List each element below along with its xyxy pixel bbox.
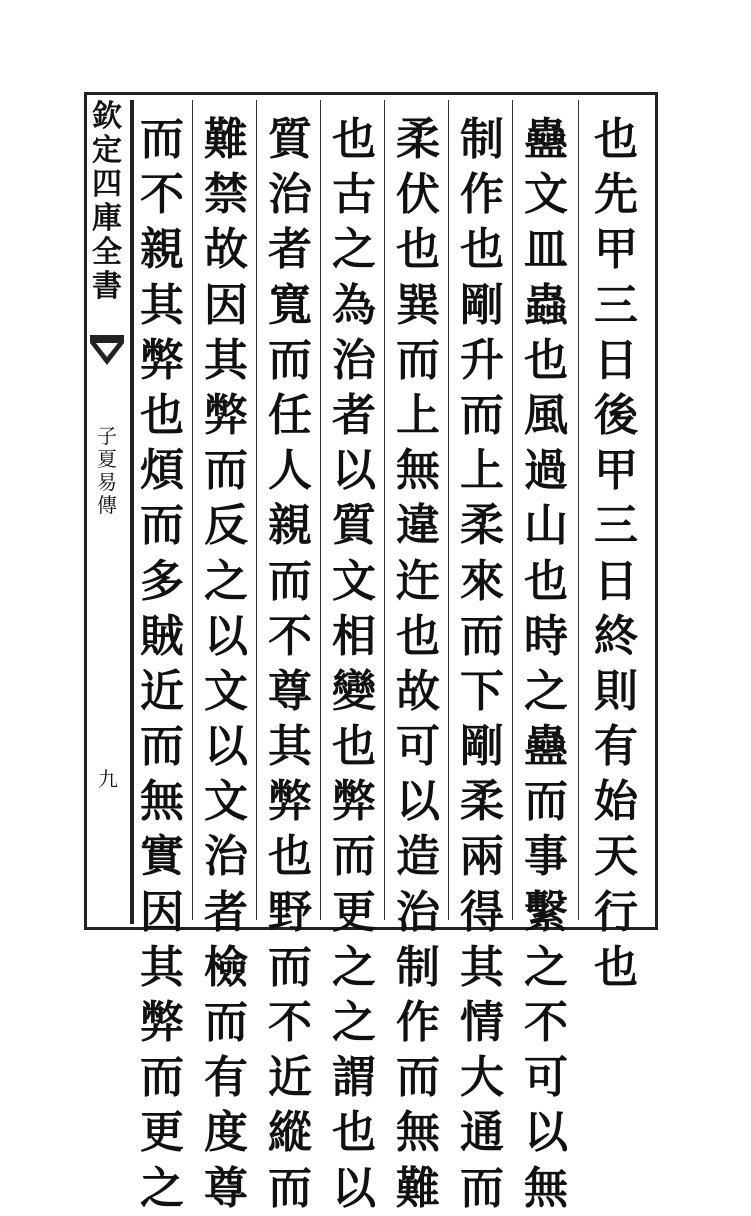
spine-title-char: 全 xyxy=(92,235,122,270)
column-char: 下 xyxy=(460,665,504,717)
column-char: 治 xyxy=(268,169,312,221)
column-char: 文 xyxy=(204,776,248,828)
spine-title-char: 欽 xyxy=(92,99,122,134)
column-char: 以 xyxy=(204,610,248,662)
spine-subtitle-char: 夏 xyxy=(97,447,117,471)
column-char: 則 xyxy=(594,665,638,717)
column-char: 其 xyxy=(204,334,248,386)
column-char: 三 xyxy=(594,279,638,331)
text-column-2 xyxy=(516,112,576,1216)
column-char: 治 xyxy=(204,831,248,883)
column-char: 故 xyxy=(396,665,440,717)
column-char: 弊 xyxy=(268,776,312,828)
spine-subtitle xyxy=(94,425,120,517)
column-char: 而 xyxy=(460,610,504,662)
column-char: 柔 xyxy=(460,500,504,552)
column-char: 作 xyxy=(396,997,440,1048)
column-char: 禁 xyxy=(204,169,248,221)
column-char: 之 xyxy=(524,941,568,993)
column-char: 其 xyxy=(140,941,184,993)
column-char: 剛 xyxy=(460,721,504,773)
column-char: 而 xyxy=(140,114,184,165)
column-char: 天 xyxy=(594,831,638,883)
column-char: 柔 xyxy=(396,114,440,165)
column-char: 也 xyxy=(594,114,638,165)
column-char: 為 xyxy=(332,279,376,331)
column-char: 縱 xyxy=(268,1107,312,1159)
column-char: 蠱 xyxy=(524,721,568,773)
column-char: 多 xyxy=(140,555,184,607)
column-char: 來 xyxy=(460,555,504,607)
column-char: 違 xyxy=(396,500,440,552)
column-char: 也 xyxy=(140,389,184,441)
column-char: 蟲 xyxy=(524,279,568,331)
spine-subtitle-char: 傳 xyxy=(97,493,117,517)
spine-title-char: 庫 xyxy=(92,201,122,236)
column-char: 弊 xyxy=(204,389,248,441)
column-char: 而 xyxy=(460,1162,504,1214)
column-char: 不 xyxy=(268,997,312,1048)
column-char: 而 xyxy=(460,389,504,441)
column-char: 其 xyxy=(268,721,312,773)
column-char: 以 xyxy=(332,445,376,497)
column-char: 升 xyxy=(460,334,504,386)
column-char: 上 xyxy=(460,445,504,497)
column-char: 也 xyxy=(268,831,312,883)
column-char: 檢 xyxy=(204,941,248,993)
column-char: 弊 xyxy=(332,776,376,828)
column-char: 以 xyxy=(396,776,440,828)
column-char: 可 xyxy=(524,1052,568,1104)
column-char: 迕 xyxy=(396,555,440,607)
column-char: 繫 xyxy=(524,886,568,938)
column-char: 以 xyxy=(332,1162,376,1214)
column-char: 弊 xyxy=(140,997,184,1048)
column-char: 任 xyxy=(268,389,312,441)
column-char: 質 xyxy=(332,500,376,552)
column-char: 而 xyxy=(268,555,312,607)
column-char: 相 xyxy=(332,610,376,662)
page-number: 九 xyxy=(98,767,118,791)
column-char: 變 xyxy=(332,665,376,717)
column-char: 制 xyxy=(460,114,504,165)
column-char: 始 xyxy=(594,776,638,828)
column-char: 者 xyxy=(268,224,312,276)
column-char: 無 xyxy=(396,445,440,497)
column-char: 無 xyxy=(524,1162,568,1214)
column-char: 賊 xyxy=(140,610,184,662)
column-char: 寬 xyxy=(268,279,312,331)
column-char: 實 xyxy=(140,831,184,883)
column-char: 文 xyxy=(524,169,568,221)
column-char: 以 xyxy=(524,1107,568,1159)
column-char: 甲 xyxy=(594,445,638,497)
spine-title-char: 四 xyxy=(92,167,122,202)
column-divider xyxy=(578,100,579,920)
text-column-7 xyxy=(196,112,256,1216)
column-char: 也 xyxy=(594,941,638,993)
column-char: 弊 xyxy=(140,334,184,386)
column-char: 治 xyxy=(396,886,440,938)
column-char: 不 xyxy=(268,610,312,662)
column-char: 以 xyxy=(204,721,248,773)
column-divider xyxy=(256,100,257,920)
column-char: 而 xyxy=(332,831,376,883)
column-char: 難 xyxy=(396,1162,440,1214)
column-char: 而 xyxy=(140,721,184,773)
column-char: 皿 xyxy=(524,224,568,276)
column-char: 者 xyxy=(204,886,248,938)
column-char: 無 xyxy=(140,776,184,828)
column-char: 煩 xyxy=(140,445,184,497)
column-char: 作 xyxy=(460,169,504,221)
spine-subtitle-char: 子 xyxy=(97,424,117,448)
column-divider xyxy=(192,100,193,920)
fish-tail-mark-icon xyxy=(90,335,124,375)
column-char: 之 xyxy=(140,1162,184,1214)
column-char: 而 xyxy=(268,334,312,386)
text-column-1 xyxy=(586,112,646,995)
spine-title-char: 書 xyxy=(92,269,122,304)
column-char: 日 xyxy=(594,334,638,386)
column-char: 故 xyxy=(204,224,248,276)
column-char: 蠱 xyxy=(524,114,568,165)
column-char: 有 xyxy=(594,721,638,773)
column-divider xyxy=(384,100,385,920)
column-char: 得 xyxy=(460,886,504,938)
column-char: 之 xyxy=(524,665,568,717)
column-char: 後 xyxy=(594,389,638,441)
column-char: 也 xyxy=(460,224,504,276)
column-char: 文 xyxy=(204,665,248,717)
column-char: 也 xyxy=(396,610,440,662)
column-char: 尊 xyxy=(268,665,312,717)
column-char: 山 xyxy=(524,500,568,552)
column-char: 可 xyxy=(396,721,440,773)
text-column-5 xyxy=(324,112,384,1216)
column-char: 終 xyxy=(594,610,638,662)
column-char: 上 xyxy=(396,389,440,441)
column-divider xyxy=(320,100,321,920)
column-char: 也 xyxy=(332,721,376,773)
column-char: 度 xyxy=(204,1107,248,1159)
column-char: 難 xyxy=(204,114,248,165)
column-char: 事 xyxy=(524,831,568,883)
column-char: 也 xyxy=(332,114,376,165)
column-char: 而 xyxy=(204,997,248,1048)
column-char: 而 xyxy=(396,334,440,386)
column-char: 也 xyxy=(396,224,440,276)
column-char: 謂 xyxy=(332,1052,376,1104)
column-char: 因 xyxy=(204,279,248,331)
column-divider xyxy=(512,100,513,920)
column-char: 先 xyxy=(594,169,638,221)
column-char: 其 xyxy=(460,941,504,993)
column-char: 不 xyxy=(524,997,568,1048)
column-char: 反 xyxy=(204,500,248,552)
column-char: 也 xyxy=(524,555,568,607)
column-char: 更 xyxy=(332,886,376,938)
text-column-6 xyxy=(260,112,320,1216)
text-column-4 xyxy=(388,112,448,1216)
column-char: 巽 xyxy=(396,279,440,331)
column-char: 造 xyxy=(396,831,440,883)
column-char: 大 xyxy=(460,1052,504,1104)
column-char: 治 xyxy=(332,334,376,386)
column-char: 風 xyxy=(524,389,568,441)
column-char: 親 xyxy=(140,224,184,276)
spine-subtitle-char: 易 xyxy=(97,470,117,494)
column-char: 古 xyxy=(332,169,376,221)
column-char: 時 xyxy=(524,610,568,662)
column-char: 近 xyxy=(268,1052,312,1104)
column-divider xyxy=(448,100,449,920)
column-char: 者 xyxy=(332,389,376,441)
column-char: 也 xyxy=(524,334,568,386)
column-char: 而 xyxy=(268,1162,312,1214)
column-char: 而 xyxy=(268,941,312,993)
spine-title-char: 定 xyxy=(92,133,122,168)
column-char: 文 xyxy=(332,555,376,607)
column-char: 而 xyxy=(204,445,248,497)
column-char: 而 xyxy=(524,776,568,828)
column-char: 之 xyxy=(204,555,248,607)
column-char: 因 xyxy=(140,886,184,938)
column-char: 伏 xyxy=(396,169,440,221)
column-char: 不 xyxy=(140,169,184,221)
text-column-3 xyxy=(452,112,512,1216)
column-char: 日 xyxy=(594,555,638,607)
column-char: 行 xyxy=(594,886,638,938)
column-char: 無 xyxy=(396,1107,440,1159)
column-char: 情 xyxy=(460,997,504,1048)
column-char: 而 xyxy=(396,1052,440,1104)
column-char: 制 xyxy=(396,941,440,993)
column-char: 也 xyxy=(332,1107,376,1159)
column-char: 尊 xyxy=(204,1162,248,1214)
column-char: 質 xyxy=(268,114,312,165)
column-char: 三 xyxy=(594,500,638,552)
column-char: 兩 xyxy=(460,831,504,883)
column-char: 之 xyxy=(332,997,376,1048)
column-char: 之 xyxy=(332,941,376,993)
column-char: 其 xyxy=(140,279,184,331)
column-char: 過 xyxy=(524,445,568,497)
text-column-8 xyxy=(132,112,192,1216)
column-char: 剛 xyxy=(460,279,504,331)
column-char: 更 xyxy=(140,1107,184,1159)
column-char: 人 xyxy=(268,445,312,497)
column-char: 柔 xyxy=(460,776,504,828)
spine-title xyxy=(88,100,126,304)
column-char: 通 xyxy=(460,1107,504,1159)
column-char: 之 xyxy=(332,224,376,276)
column-char: 親 xyxy=(268,500,312,552)
column-char: 有 xyxy=(204,1052,248,1104)
column-char: 野 xyxy=(268,886,312,938)
column-char: 而 xyxy=(140,500,184,552)
column-char: 近 xyxy=(140,665,184,717)
column-char: 甲 xyxy=(594,224,638,276)
column-char: 而 xyxy=(140,1052,184,1104)
